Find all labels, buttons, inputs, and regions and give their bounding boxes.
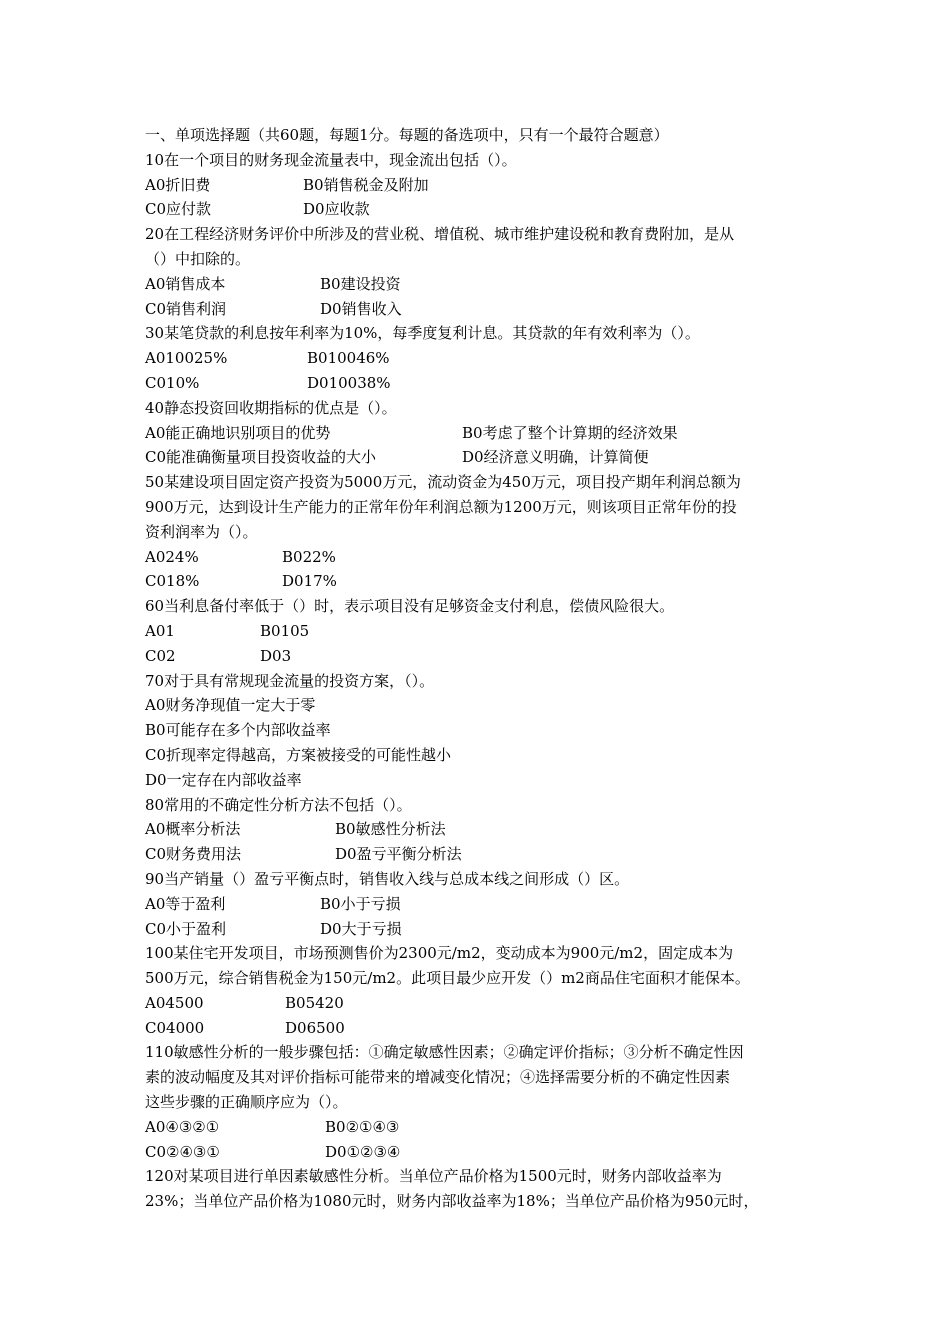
option-c: C0销售利润 [145,299,227,318]
option-d: D0盈亏平衡分析法 [335,845,462,864]
option-row [145,346,825,371]
option-row [145,371,825,396]
option-b: B0敏感性分析法 [335,820,446,839]
question-stem-line: 20在工程经济财务评价中所涉及的营业税、增值税、城市维护建设税和教育费附加，是从 [145,225,735,244]
option-row [145,619,825,644]
question-stem-line: 素的波动幅度及其对评价指标可能带来的增减变化情况；④选择需要分析的不确定性因素 [145,1068,731,1087]
question-stem-line: 50某建设项目固定资产投资为5000万元，流动资金为450万元，项目投产期年利润总额为 [145,473,741,492]
question [145,321,825,395]
option-c: C0应付款 [145,200,212,219]
question [145,396,825,470]
option-row [145,272,825,297]
option-c: C04000 [145,1018,205,1037]
option-d: D017% [282,572,337,591]
question [145,867,825,941]
option-c: C010% [145,373,200,392]
question-stem-line: 900万元，达到设计生产能力的正常年份年利润总额为1200万元，则该项目正常年份的投 [145,497,737,516]
option-b: B0销售税金及附加 [303,175,429,194]
option-c: C0折现率定得越高，方案被接受的可能性越小 [145,745,452,764]
question [145,1040,825,1164]
question-list [145,148,825,1214]
question [145,470,825,594]
option-row [145,991,825,1016]
option-row [145,644,825,669]
option-row [145,917,825,942]
question-stem-line: 100某住宅开发项目，市场预测售价为2300元/m2，变动成本为900元/m2，固定成本为 [145,944,734,963]
option-a: A0等于盈利 [145,894,226,913]
option-row [145,173,825,198]
option-c: C0财务费用法 [145,845,242,864]
option-d: D03 [260,646,292,665]
option-a: A010025% [145,349,228,368]
question-stem-line: 这些步骤的正确顺序应为（）。 [145,1093,348,1112]
option-row [145,569,825,594]
option-a: A0能正确地识别项目的优势 [145,423,331,442]
question [145,941,825,1040]
option-a: A0④③②① [145,1117,220,1136]
question-stem-line: 30某笔贷款的利息按年利率为10%，每季度复利计息。其贷款的年有效利率为（）。 [145,324,700,343]
option-b: B010046% [307,349,390,368]
question [145,222,825,321]
option-a: A024% [145,547,199,566]
option-row [145,445,825,470]
option-a: A04500 [145,993,204,1012]
question-stem-line: 23%；当单位产品价格为1080元时，财务内部收益率为18%；当单位产品价格为950元时， [145,1192,759,1211]
option-row [145,1140,825,1165]
question-stem-line: 60当利息备付率低于（）时，表示项目没有足够资金支付利息，偿债风险很大。 [145,597,675,616]
option-d: D0经济意义明确，计算简便 [462,448,649,467]
option-a: A0财务净现值一定大于零 [145,696,316,715]
question-stem-line: 90当产销量（）盈亏平衡点时，销售收入线与总成本线之间形成（）区。 [145,869,630,888]
option-row [145,1016,825,1041]
option-a: A0销售成本 [145,274,226,293]
question-stem-line: 40静态投资回收期指标的优点是（）。 [145,398,397,417]
option-b: B05420 [285,993,344,1012]
option-a: A0概率分析法 [145,820,241,839]
question [145,669,825,793]
option-c: C0②④③① [145,1142,220,1161]
question-stem-line: 500万元，综合销售税金为150元/m2。此项目最少应开发（）m2商品住宅面积才能保本。 [145,969,750,988]
option-row [145,892,825,917]
option-d: D06500 [285,1018,345,1037]
option-row [145,1115,825,1140]
question [145,793,825,867]
option-d: D0①②③④ [325,1142,401,1161]
option-b: B0建设投资 [320,274,401,293]
option-d: D0大于亏损 [320,919,402,938]
option-d: D010038% [307,373,391,392]
question-stem-line: （）中扣除的。 [145,249,251,268]
option-a: A01 [145,621,175,640]
question-stem-line: 110敏感性分析的一般步骤包括：①确定敏感性因素；②确定评价指标；③分析不确定性因 [145,1043,744,1062]
option-row [145,197,825,222]
option-c: C0小于盈利 [145,919,227,938]
option-d: D0应收款 [303,200,370,219]
section-title: 一、单项选择题（共60题，每题1分。每题的备选项中，只有一个最符合题意） [145,126,669,144]
option-d: D0一定存在内部收益率 [145,770,302,789]
question [145,1164,825,1214]
question-stem-line: 资利润率为（）。 [145,522,258,541]
question [145,148,825,222]
option-b: B0②①④③ [325,1117,400,1136]
option-row [145,842,825,867]
option-b: B0考虑了整个计算期的经济效果 [462,423,678,442]
document-body [145,123,825,1214]
option-row [145,421,825,446]
question-stem-line: 80常用的不确定性分析方法不包括（）。 [145,795,412,814]
option-b: B0105 [260,621,310,640]
option-b: B022% [282,547,336,566]
option-c: C02 [145,646,176,665]
option-c: C018% [145,572,200,591]
option-a: A0折旧费 [145,175,211,194]
question-stem-line: 10在一个项目的财务现金流量表中，现金流出包括（）。 [145,150,517,169]
option-row [145,297,825,322]
option-d: D0销售收入 [320,299,402,318]
question-stem-line: 120对某项目进行单因素敏感性分析。当单位产品价格为1500元时，财务内部收益率为 [145,1167,722,1186]
option-b: B0可能存在多个内部收益率 [145,721,331,740]
option-row [145,545,825,570]
option-c: C0能准确衡量项目投资收益的大小 [145,448,377,467]
question [145,594,825,668]
option-b: B0小于亏损 [320,894,401,913]
option-row [145,817,825,842]
question-stem-line: 70对于具有常规现金流量的投资方案，（）。 [145,671,435,690]
